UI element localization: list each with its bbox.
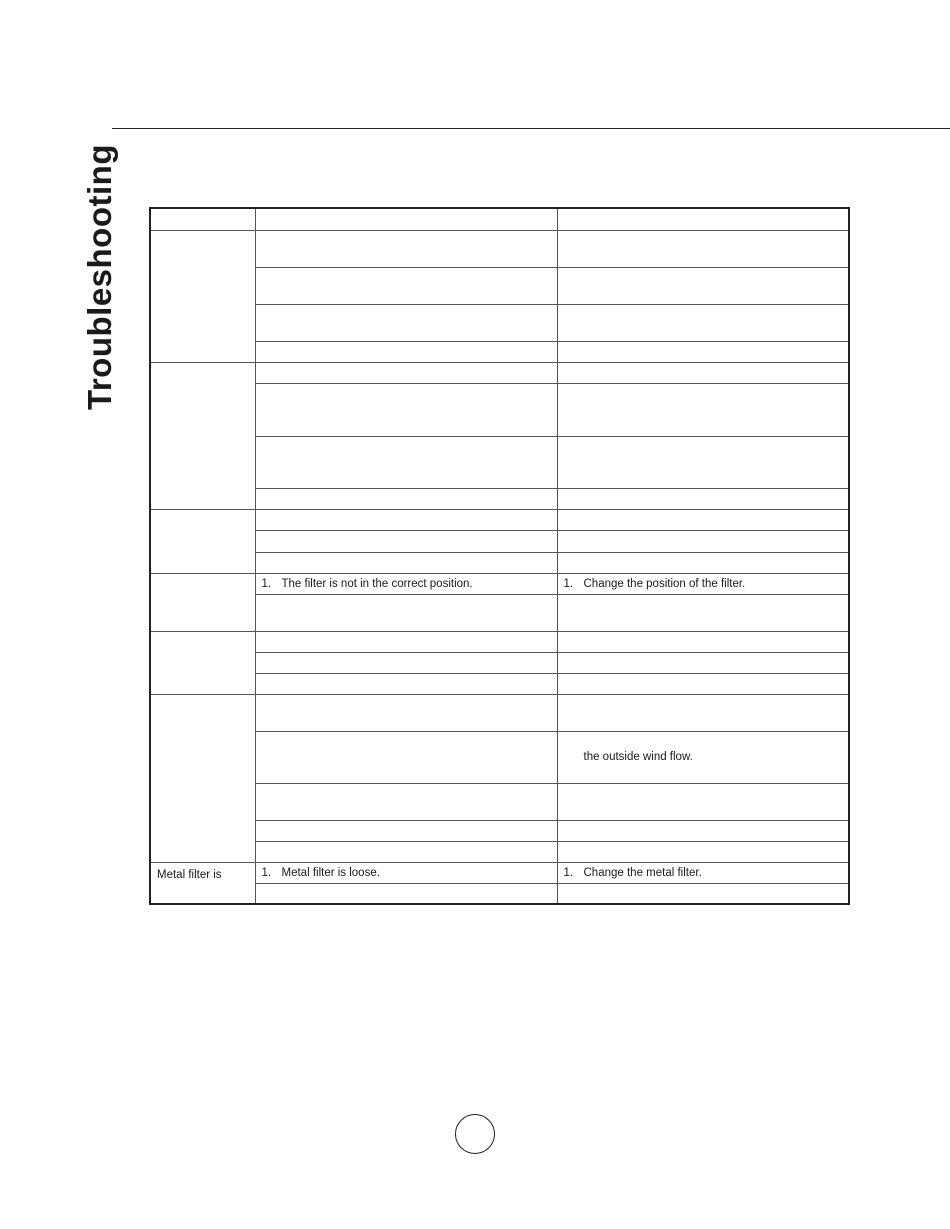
solution-number: 1.	[563, 866, 574, 879]
cause-cell	[255, 267, 557, 304]
cause-cell	[255, 883, 557, 904]
table-row	[150, 436, 849, 488]
cause-cell	[255, 230, 557, 267]
solution-cell	[557, 552, 849, 573]
solution-cell	[557, 862, 849, 883]
cause-cell	[255, 841, 557, 862]
solution-cell	[557, 530, 849, 552]
solution-text: the outside wind flow.	[583, 751, 693, 763]
table-row	[150, 841, 849, 862]
solution-text: Change the metal filter.	[583, 866, 702, 879]
cause-cell	[255, 530, 557, 552]
solution-cell	[557, 230, 849, 267]
solution-text: Change the position of the filter.	[583, 577, 746, 590]
cause-number: 1.	[261, 577, 272, 590]
solution-cell	[557, 694, 849, 731]
header-rule	[112, 128, 950, 129]
table-row	[150, 820, 849, 841]
cause-cell	[255, 488, 557, 509]
solution-cell	[557, 594, 849, 631]
cause-cell	[255, 783, 557, 820]
solution-cell	[557, 673, 849, 694]
cause-cell	[255, 304, 557, 341]
solution-cell	[557, 731, 849, 783]
solution-cell	[557, 652, 849, 673]
solution-number: 1.	[563, 577, 574, 590]
table-body	[150, 208, 849, 904]
cause-cell	[255, 731, 557, 783]
header-row	[150, 208, 849, 230]
header-cause	[255, 208, 557, 230]
solution-cell	[557, 509, 849, 530]
cause-cell	[255, 862, 557, 883]
table-row	[150, 383, 849, 436]
solution-cell	[557, 304, 849, 341]
cause-cell	[255, 694, 557, 731]
table-row	[150, 304, 849, 341]
solution-cell	[557, 436, 849, 488]
problem-cell	[150, 694, 255, 862]
page-number-circle	[455, 1114, 495, 1154]
troubleshooting-table	[149, 207, 850, 905]
cause-cell	[255, 362, 557, 383]
table-row	[150, 673, 849, 694]
cause-cell	[255, 820, 557, 841]
header-problem	[150, 208, 255, 230]
cause-text: Metal filter is loose.	[281, 866, 380, 879]
table-row	[150, 862, 849, 883]
table-row	[150, 783, 849, 820]
solution-cell	[557, 341, 849, 362]
solution-cell	[557, 883, 849, 904]
solution-cell	[557, 783, 849, 820]
cause-cell	[255, 673, 557, 694]
header-solution	[557, 208, 849, 230]
cause-cell	[255, 552, 557, 573]
solution-cell	[557, 573, 849, 594]
table-row	[150, 652, 849, 673]
page-title: Troubleshooting	[81, 144, 118, 410]
solution-cell	[557, 362, 849, 383]
table-row	[150, 631, 849, 652]
solution-cell	[557, 820, 849, 841]
solution-cell	[557, 383, 849, 436]
solution-cell	[557, 488, 849, 509]
cause-cell	[255, 631, 557, 652]
cause-cell	[255, 436, 557, 488]
solution-cell	[557, 841, 849, 862]
problem-cell	[150, 509, 255, 573]
table-row	[150, 267, 849, 304]
problem-cell	[150, 230, 255, 362]
table-row	[150, 694, 849, 731]
solution-cell	[557, 631, 849, 652]
cause-cell	[255, 509, 557, 530]
table-row	[150, 341, 849, 362]
table-row	[150, 488, 849, 509]
cause-text: The filter is not in the correct position.	[281, 577, 473, 590]
problem-cell	[150, 362, 255, 509]
problem-cell: Metal filter is	[150, 862, 255, 904]
table-row	[150, 731, 849, 783]
cause-cell	[255, 383, 557, 436]
cause-cell	[255, 341, 557, 362]
cause-number: 1.	[261, 866, 272, 879]
table-row	[150, 230, 849, 267]
problem-cell	[150, 573, 255, 631]
cause-cell	[255, 652, 557, 673]
table-row	[150, 509, 849, 530]
table-row	[150, 530, 849, 552]
table-row	[150, 552, 849, 573]
problem-cell	[150, 631, 255, 694]
cause-cell	[255, 594, 557, 631]
table-row	[150, 883, 849, 904]
table-row	[150, 573, 849, 594]
cause-cell	[255, 573, 557, 594]
table-row	[150, 362, 849, 383]
table-row	[150, 594, 849, 631]
solution-cell	[557, 267, 849, 304]
